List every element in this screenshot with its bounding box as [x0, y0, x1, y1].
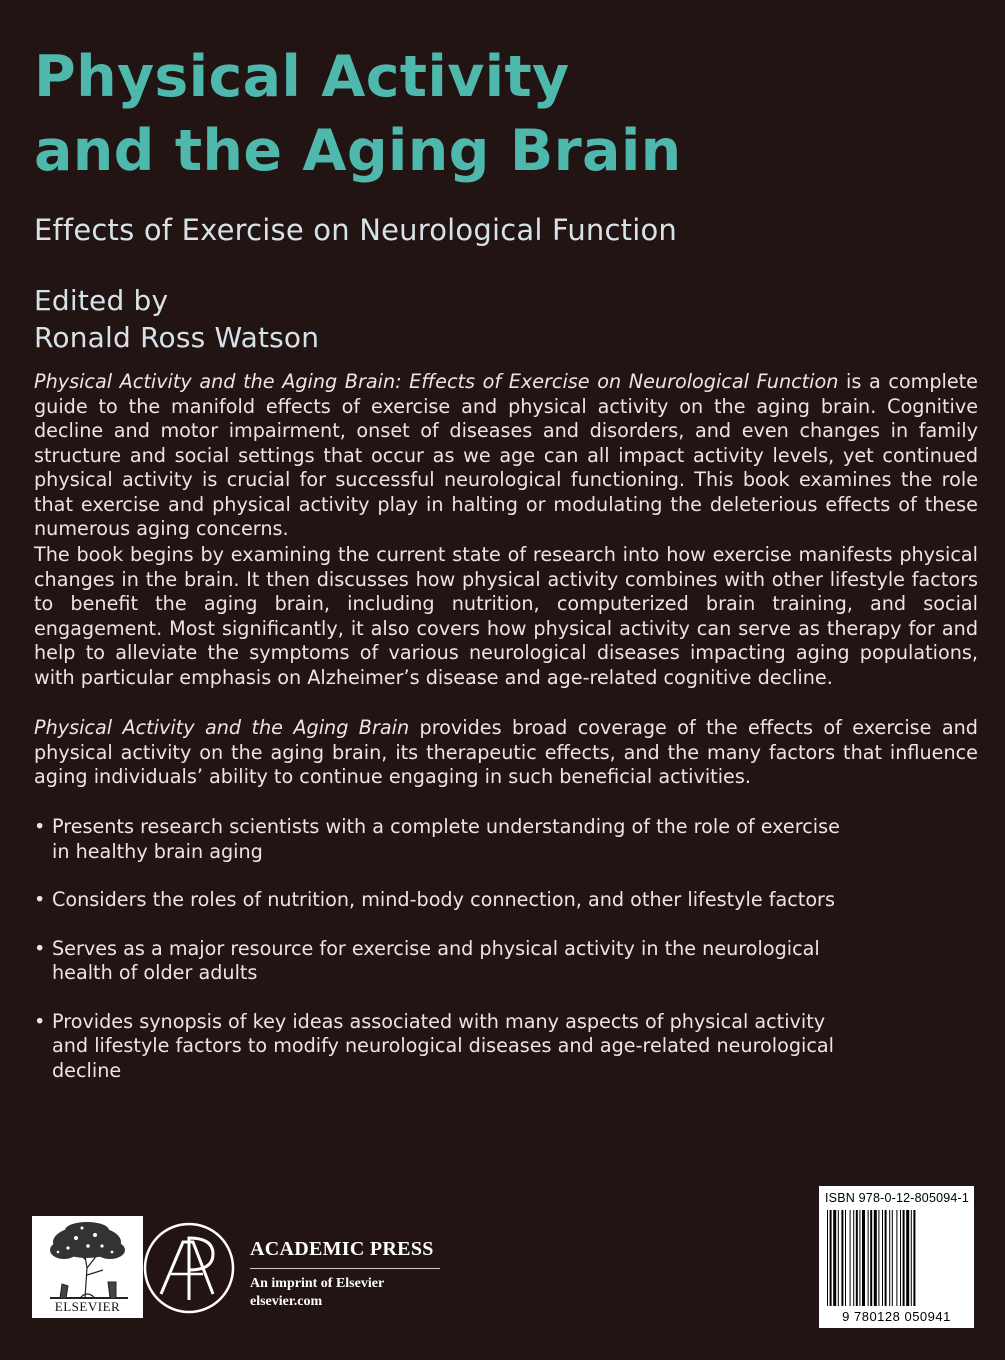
book-subtitle: Effects of Exercise on Neurological Function — [34, 213, 677, 247]
short-title-italic: Physical Activity and the Aging Brain — [34, 716, 410, 739]
feature-list — [34, 815, 854, 1107]
elsevier-wordmark: ELSEVIER — [54, 1299, 121, 1314]
title-line-1: Physical Activity — [34, 44, 570, 110]
list-item — [34, 888, 854, 913]
academic-press-wordmark: ACADEMIC PRESS — [250, 1238, 434, 1260]
barcode-icon — [827, 1210, 966, 1306]
title-line-2: and the Aging Brain — [34, 118, 682, 184]
description-paragraph-2: The book begins by examining the current state of research into how exercise manifests physical changes in the brain. It then discusses how physical activity combines with other lifestyle factors to benefit the aging brain, including nutrition, computerized brain training, and social engagement. Most significantly, it also covers how physical activity can serve as therapy for and help to alleviate the symptoms of various neurological diseases impacting aging populations, with particular emphasis on Alzheimer’s disease and age-related cognitive decline. — [34, 543, 978, 689]
academic-press-logo-icon — [141, 1220, 237, 1316]
bullet-text: Provides synopsis of key ideas associated with many aspects of physical activity and lifestyle factors to modify neurological diseases and age-related neurological decline — [52, 1009, 835, 1082]
list-item — [34, 1010, 854, 1084]
paragraph-1-text: is a complete guide to the manifold effects of exercise and physical activity on the aging brain. Cognitive decline and motor impairment, onset of diseases and disorders, and even changes in family structure and social settings that occur as we age can all impact activity levels, yet continued physical activity is crucial for successful neurological functioning. This book examines the role that exercise and physical activity play in halting or modulating the deleterious effects of these numerous aging concerns. — [34, 370, 978, 540]
description-paragraph-1 — [34, 370, 978, 542]
bullet-marker: • — [34, 936, 46, 960]
bullet-text: Serves as a major resource for exercise and physical activity in the neurological health of older adults — [52, 936, 820, 984]
barcode-digits: 9 780128 050941 — [842, 1309, 951, 1324]
book-title — [34, 40, 682, 188]
editor-credit — [34, 282, 319, 356]
list-item — [34, 937, 854, 986]
description-paragraph-3 — [34, 716, 978, 790]
bullet-marker: • — [34, 888, 46, 911]
paragraph-3-text: provides broad coverage of the effects of exercise and physical activity on the aging brain, its therapeutic effects, and the many factors that influence aging individuals’ ability to continue engaging in such beneficial activities. — [34, 716, 978, 788]
elsevier-logo — [29, 1213, 146, 1321]
list-item — [34, 815, 854, 864]
elsevier-tree-icon — [40, 1220, 135, 1300]
publisher-website: elsevier.com — [250, 1294, 323, 1309]
isbn-label: ISBN 978-0-12-805094-1 — [825, 1191, 970, 1205]
editor-name: Ronald Ross Watson — [34, 321, 320, 354]
bullet-marker: • — [34, 1009, 46, 1033]
edited-by-label: Edited by — [34, 284, 169, 317]
book-title-italic: Physical Activity and the Aging Brain: Effects of Exercise on Neurological Function — [34, 370, 839, 393]
bullet-text: Presents research scientists with a complete understanding of the role of exercise in healthy brain aging — [52, 815, 840, 863]
publisher-divider — [250, 1268, 440, 1269]
bullet-marker: • — [34, 815, 46, 838]
isbn-barcode-block — [819, 1186, 974, 1328]
imprint-note: An imprint of Elsevier — [250, 1276, 385, 1291]
bullet-text: Considers the roles of nutrition, mind-body connection, and other lifestyle factors — [52, 888, 835, 911]
